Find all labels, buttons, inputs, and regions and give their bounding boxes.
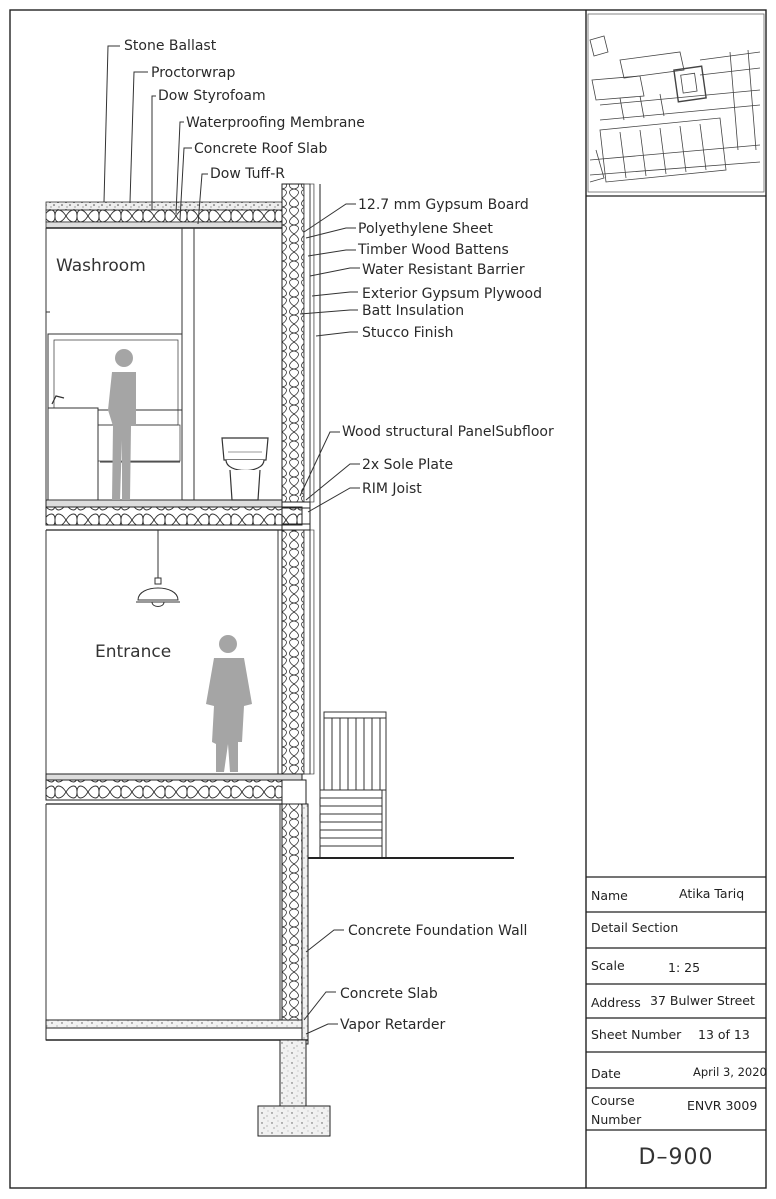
- detail-label: Detail Section: [591, 920, 679, 935]
- callout-dow-styrofoam: Dow Styrofoam: [158, 88, 266, 104]
- basement-interior: [46, 804, 280, 1040]
- course-value: ENVR 3009: [687, 1098, 758, 1113]
- address-label: Address: [591, 995, 641, 1010]
- callout-proctorwrap: Proctorwrap: [151, 65, 236, 81]
- date-value: April 3, 2020: [693, 1065, 767, 1079]
- callout-stone-ballast: Stone Ballast: [124, 38, 217, 54]
- callout-wood-structural-panel-subfloor: Wood structural PanelSubfloor: [342, 424, 554, 440]
- name-label: Name: [591, 888, 628, 903]
- callout-stucco-finish: Stucco Finish: [362, 325, 454, 341]
- address-value: 37 Bulwer Street: [650, 993, 755, 1008]
- callout-timber-wood-battens: Timber Wood Battens: [358, 242, 509, 258]
- ground-floor-structure: [46, 774, 306, 804]
- scale-label: Scale: [591, 958, 625, 973]
- room-label-entrance: Entrance: [95, 642, 172, 662]
- callout-concrete-foundation-wall: Concrete Foundation Wall: [348, 923, 528, 939]
- leader-lines: [104, 46, 360, 1034]
- upper-floor-structure: [46, 500, 302, 530]
- toilet-icon: [222, 438, 268, 500]
- callout-rim-joist: RIM Joist: [362, 481, 422, 497]
- callout-polyethylene-sheet: Polyethylene Sheet: [358, 221, 493, 237]
- person-silhouette-icon: [206, 635, 252, 772]
- callout-vapor-retarder: Vapor Retarder: [340, 1017, 446, 1033]
- callout-dow-tuff-r: Dow Tuff-R: [210, 166, 285, 182]
- footing: [258, 1040, 330, 1136]
- foundation-wall: [282, 804, 308, 1044]
- course-label-2: Number: [591, 1112, 642, 1127]
- date-label: Date: [591, 1066, 621, 1081]
- title-block: [586, 877, 767, 1170]
- drawing-number: D–900: [638, 1145, 714, 1170]
- callout-exterior-gypsum-plywood: Exterior Gypsum Plywood: [362, 286, 543, 302]
- key-plan: [588, 14, 764, 192]
- scale-value: 1: 25: [668, 960, 701, 975]
- sheet-number-value: 13 of 13: [698, 1027, 750, 1042]
- callout-concrete-roof-slab: Concrete Roof Slab: [194, 141, 328, 157]
- name-value: Atika Tariq: [679, 886, 745, 901]
- callout-batt-insulation: Batt Insulation: [362, 303, 465, 319]
- concrete-slab: [46, 1020, 308, 1040]
- callout-concrete-slab: Concrete Slab: [340, 986, 438, 1002]
- callout-water-resistant-barrier: Water Resistant Barrier: [362, 262, 525, 278]
- sheet-number-label: Sheet Number: [591, 1027, 682, 1042]
- callout-sole-plate: 2x Sole Plate: [362, 457, 454, 473]
- course-label-1: Course: [591, 1093, 635, 1108]
- sheet-border: [10, 10, 766, 1188]
- room-label-washroom: Washroom: [56, 256, 146, 276]
- exterior-stair: [320, 712, 386, 858]
- callout-gypsum-board: 12.7 mm Gypsum Board: [358, 197, 529, 213]
- roof-assembly: [46, 202, 282, 228]
- callout-labels: [124, 38, 554, 1033]
- callout-waterproofing-membrane: Waterproofing Membrane: [186, 115, 365, 131]
